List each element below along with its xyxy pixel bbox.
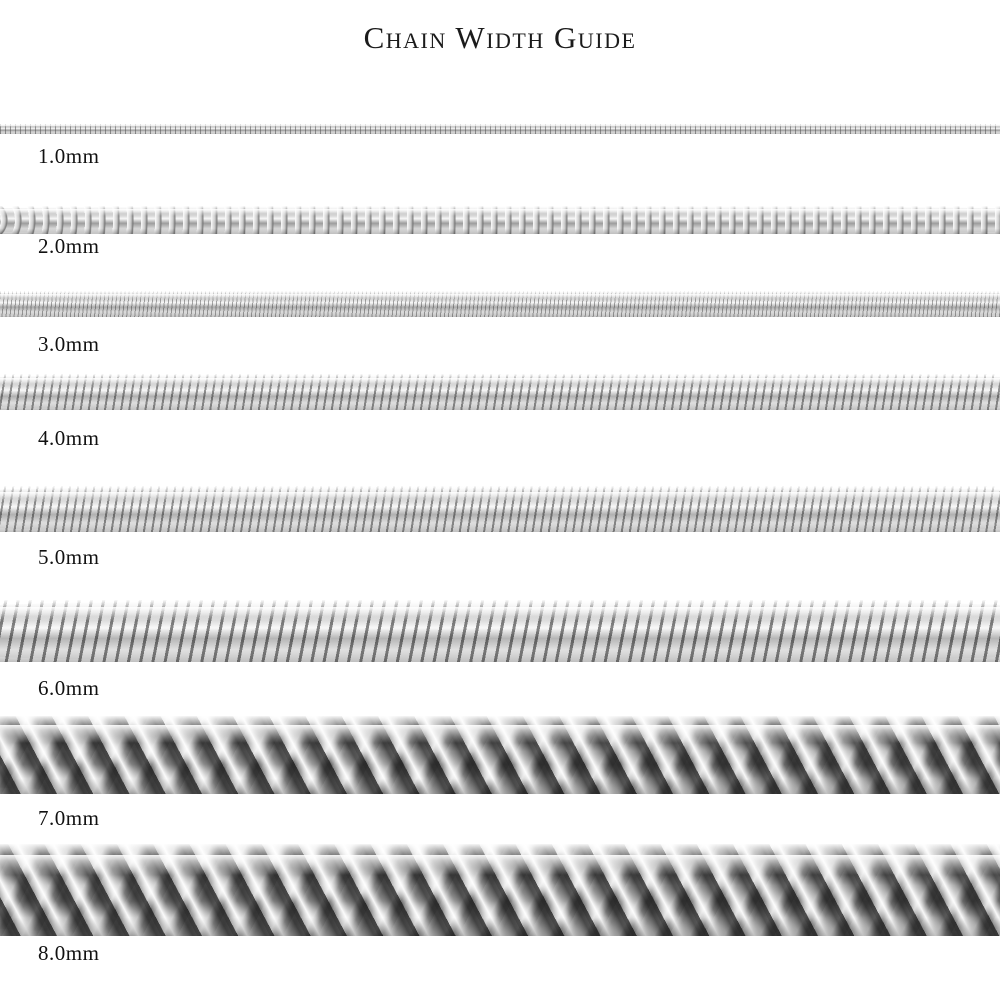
chain-sample — [0, 716, 1000, 794]
chain-sample — [0, 291, 1000, 317]
chain-sample — [0, 206, 1000, 234]
chain-width-label: 4.0mm — [38, 426, 100, 450]
chain-width-label: 3.0mm — [38, 332, 100, 356]
chain-link-texture — [0, 486, 1000, 532]
chain-sample — [0, 486, 1000, 532]
chain-link-texture — [0, 844, 1000, 936]
chain-width-label: 7.0mm — [38, 806, 100, 830]
chain-link-texture — [0, 291, 1000, 317]
page-title: Chain Width Guide — [363, 20, 637, 55]
chain-link-texture — [0, 600, 1000, 662]
chain-sample — [0, 374, 1000, 410]
chain-link-texture — [0, 124, 1000, 134]
chain-link-texture — [0, 374, 1000, 410]
chain-sample — [0, 600, 1000, 662]
chain-sample — [0, 124, 1000, 134]
chain-width-label: 8.0mm — [38, 941, 100, 965]
chain-width-label: 6.0mm — [38, 676, 100, 700]
chain-width-label: 2.0mm — [38, 234, 100, 258]
chain-sample — [0, 844, 1000, 936]
chain-link-texture — [0, 206, 1000, 234]
chain-width-label: 5.0mm — [38, 545, 100, 569]
chain-link-texture — [0, 716, 1000, 794]
chain-width-label: 1.0mm — [38, 144, 100, 168]
